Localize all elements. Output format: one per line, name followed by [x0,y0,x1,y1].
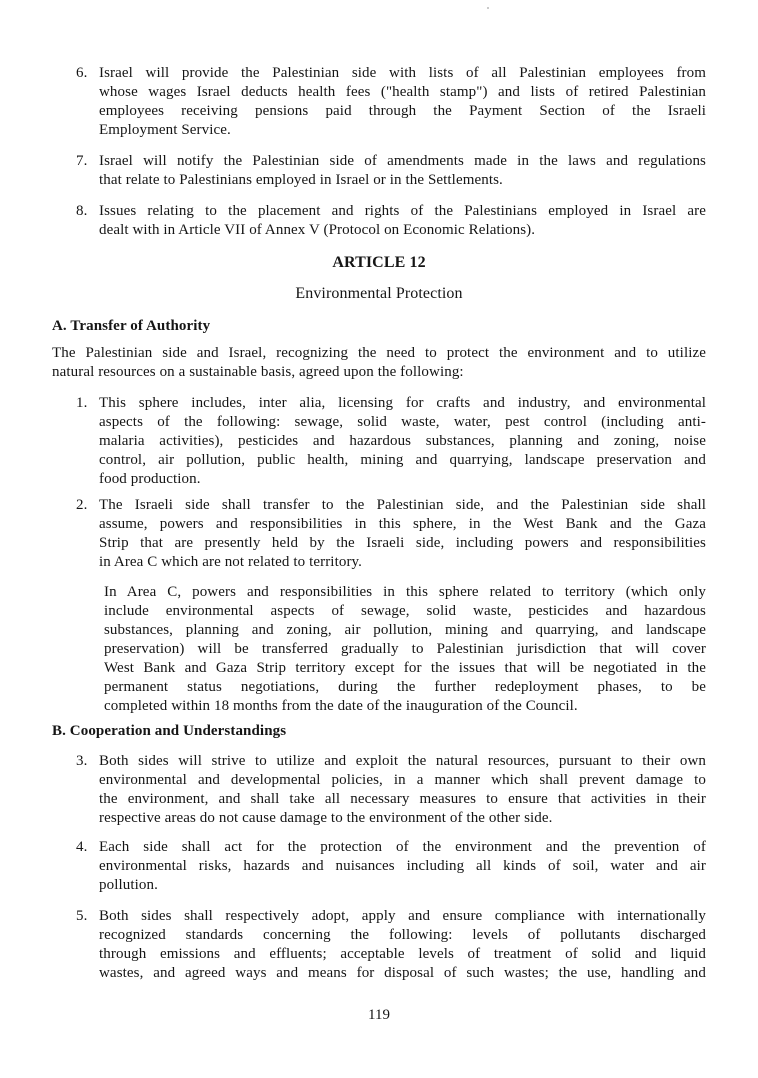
list-item-8-line-2: dealt with in Article VII of Annex V (Protocol on Economic Relations). [99,222,536,238]
list-item-3-line-4: respective areas do not cause damage to the environment of the other side. [99,810,553,826]
page-number: 119 [368,1007,390,1023]
list-item-4-number: 4. [76,839,88,855]
list-item-2-number: 2. [76,497,88,513]
list-item-3-line-3: the environment, and shall take all necessary measures to ensure that activities in their [99,791,706,807]
list-item-3-line-1: Both sides will strive to utilize and exploit the natural resources, pursuant to their own [99,753,706,769]
list-item-1-line-4: control, air pollution, public health, mining and quarrying, landscape preservation and [99,452,706,468]
list-item-1 [76,394,706,489]
list-item-5-line-2: recognized standards concerning the following: levels of pollutants discharged [99,927,706,943]
list-item-7-line-1: Israel will notify the Palestinian side of amendments made in the laws and regulations [99,153,706,169]
section-b-heading: B. Cooperation and Understandings [52,723,287,739]
list-item-2-line-3: Strip that are presently held by the Israeli side, including powers and responsibilities [99,535,706,551]
list-item-8-line-1: Issues relating to the placement and rights of the Palestinians employed in Israel are [99,203,706,219]
list-item-6-number: 6. [76,65,88,81]
item-2-continuation-paragraph-line-1: In Area C, powers and responsibilities in this sphere related to territory (which only [104,584,706,600]
article-subtitle: Environmental Protection [295,285,463,302]
list-item-6 [76,64,706,140]
list-item-2 [76,496,706,572]
list-item-5 [76,907,706,983]
list-item-1-number: 1. [76,395,88,411]
list-item-5-number: 5. [76,908,88,924]
item-2-continuation-paragraph-line-6: permanent status negotiations, during the further redeployment phases, to be [104,679,706,695]
item-2-continuation-paragraph-line-5: West Bank and Gaza Strip territory except for the issues that will be negotiated in the [104,660,706,676]
list-item-1-line-1: This sphere includes, inter alia, licensing for crafts and industry, and environmental [99,395,706,411]
list-item-1-line-2: aspects of the following: sewage, solid waste, water, pest control (including anti- [99,414,706,430]
list-item-5-line-4: wastes, and agreed ways and means for disposal of such wastes; the use, handling and [99,965,706,981]
list-item-2-line-2: assume, powers and responsibilities in this sphere, in the West Bank and the Gaza [99,516,706,532]
list-item-1-line-3: malaria activities), pesticides and hazardous substances, planning and zoning, noise [99,433,706,449]
list-item-7-line-2: that relate to Palestinians employed in Israel or in the Settlements. [99,172,503,188]
list-item-5-line-3: through emissions and effluents; acceptable levels of treatment of solid and liquid [99,946,706,962]
item-2-continuation-paragraph-line-7: completed within 18 months from the date of the inauguration of the Council. [104,698,578,714]
section-a-intro-paragraph-line-2: natural resources on a sustainable basis, agreed upon the following: [52,364,464,380]
list-item-6-line-4: Employment Service. [99,122,231,138]
list-item-7 [76,152,706,190]
list-item-3 [76,752,706,828]
list-item-6-line-1: Israel will provide the Palestinian side with lists of all Palestinian employees from [99,65,706,81]
list-item-3-line-2: environmental and developmental policies, in a manner which shall prevent damage to [99,772,706,788]
list-item-7-number: 7. [76,153,88,169]
scan-artifact-dot [487,7,489,9]
list-item-5-line-1: Both sides shall respectively adopt, apply and ensure compliance with internationally [99,908,706,924]
list-item-4-line-3: pollution. [99,877,158,893]
item-2-continuation-paragraph-line-2: include environmental aspects of sewage, solid waste, pesticides and hazardous [104,603,706,619]
list-item-3-number: 3. [76,753,88,769]
section-a-intro-paragraph [52,344,706,382]
item-2-continuation-paragraph-line-4: preservation) will be transferred gradually to Palestinian jurisdiction that will cover [104,641,706,657]
item-2-continuation-paragraph [104,583,706,716]
section-a-heading: A. Transfer of Authority [52,318,211,334]
list-item-4 [76,838,706,895]
list-item-6-line-3: employees receiving pensions paid through the Payment Section of the Israeli [99,103,706,119]
list-item-2-line-1: The Israeli side shall transfer to the Palestinian side, and the Palestinian side shall [99,497,706,513]
list-item-8-number: 8. [76,203,88,219]
item-2-continuation-paragraph-line-3: substances, planning and zoning, air pollution, mining and quarrying, and landscape [104,622,706,638]
list-item-4-line-1: Each side shall act for the protection of the environment and the prevention of [99,839,706,855]
section-a-intro-paragraph-line-1: The Palestinian side and Israel, recognizing the need to protect the environment and to utilize [52,345,706,361]
article-heading: ARTICLE 12 [332,254,426,271]
list-item-2-line-4: in Area C which are not related to territory. [99,554,363,570]
list-item-4-line-2: environmental risks, hazards and nuisances including all kinds of soil, water and air [99,858,706,874]
list-item-6-line-2: whose wages Israel deducts health fees ("health stamp") and lists of retired Palestinian [99,84,706,100]
list-item-8 [76,202,706,240]
list-item-1-line-5: food production. [99,471,201,487]
